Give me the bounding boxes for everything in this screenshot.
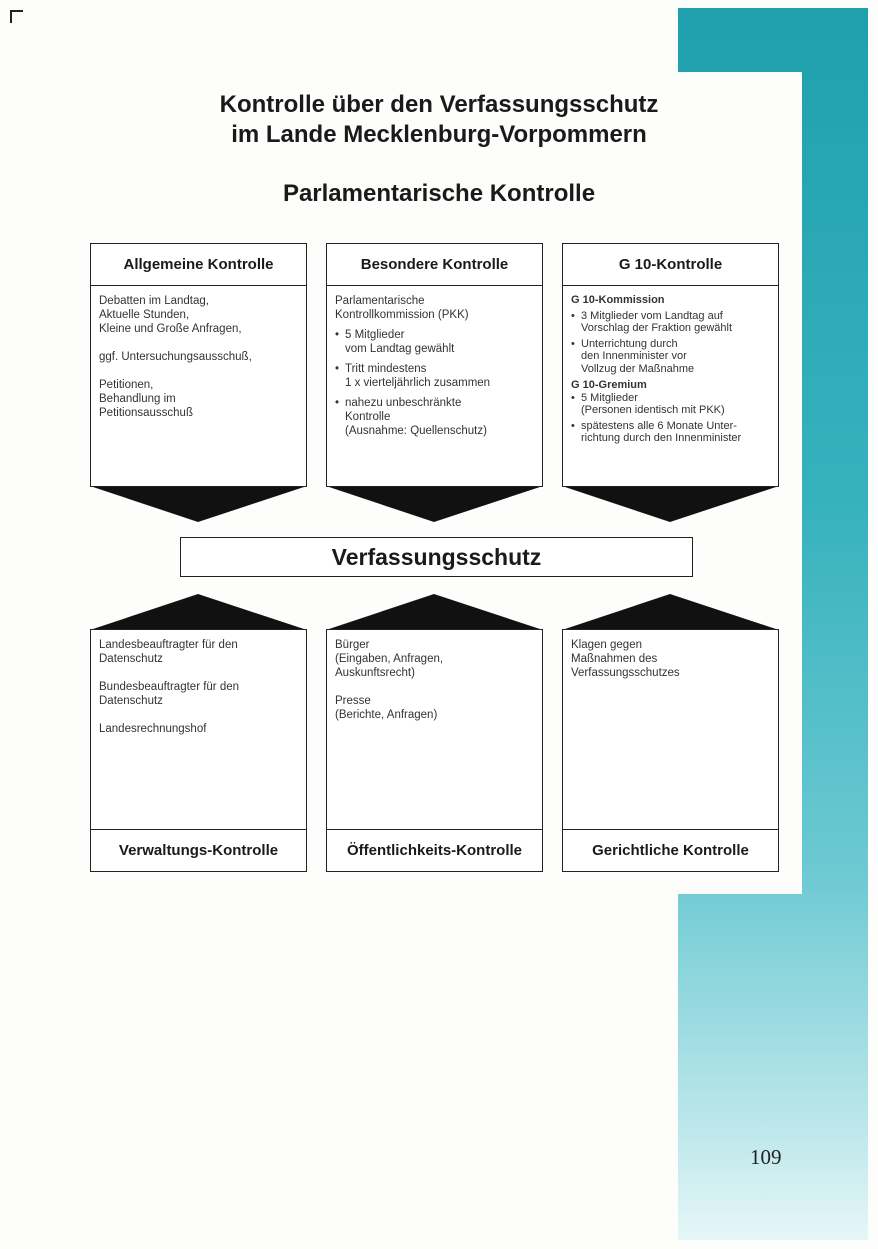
- text-line: vom Landtag gewählt: [345, 343, 455, 355]
- box-besondere-kontrolle: [326, 243, 543, 487]
- text-line: Vollzug der Maßnahme: [581, 362, 695, 375]
- box-content: [327, 286, 542, 438]
- text-line: 5 Mitglieder: [345, 329, 405, 341]
- down-arrow-left: [90, 486, 307, 522]
- page-number: 109: [750, 1145, 782, 1169]
- text-line: (Berichte, Anfragen): [335, 709, 438, 721]
- bullet-icon: •: [335, 329, 340, 341]
- text-line: 5 Mitglieder: [581, 391, 638, 404]
- text-line: Klagen gegen: [571, 639, 642, 651]
- text-line: Datenschutz: [99, 695, 163, 707]
- bullet-icon: •: [335, 397, 340, 409]
- text-line: Debatten im Landtag,: [99, 295, 209, 307]
- down-arrow-middle: [326, 486, 543, 522]
- list-item: [571, 338, 770, 376]
- text-line: Unterrichtung durch: [581, 337, 678, 350]
- up-arrow-middle: [326, 594, 543, 630]
- text-line: Kontrolle: [345, 411, 391, 423]
- box-content: [91, 286, 306, 420]
- subheading: G 10-Gremium: [571, 379, 647, 391]
- text-line: Parlamentarische: [335, 295, 425, 307]
- box-content: [91, 630, 306, 736]
- box-content: [327, 630, 542, 722]
- text-line: den Innenminister vor: [581, 350, 687, 362]
- box-verwaltungs-kontrolle: [90, 629, 307, 872]
- box-g10-kontrolle: [562, 243, 779, 487]
- text-line: Bürger: [335, 639, 370, 651]
- title-line-2: im Lande Mecklenburg-Vorpommern: [231, 121, 647, 148]
- box-gerichtliche-kontrolle: [562, 629, 779, 872]
- text-line: nahezu unbeschränkte: [345, 397, 462, 409]
- list-item: [335, 362, 534, 390]
- text-line: (Personen identisch mit PKK): [581, 404, 725, 416]
- box-title: Öffentlichkeits-Kontrolle: [327, 829, 542, 871]
- box-content: [563, 286, 778, 445]
- text-line: Petitionsausschuß: [99, 407, 193, 419]
- box-allgemeine-kontrolle: [90, 243, 307, 487]
- up-arrow-left: [90, 594, 307, 630]
- box-content: [563, 630, 778, 680]
- text-line: 1 x vierteljährlich zusammen: [345, 377, 491, 389]
- subheading: G 10-Kommission: [571, 294, 665, 306]
- text-line: Aktuelle Stunden,: [99, 309, 190, 321]
- title-line-1: Kontrolle über den Verfassungsschutz: [219, 91, 659, 118]
- text-line: Presse: [335, 695, 371, 707]
- text-line: Behandlung im: [99, 393, 176, 405]
- box-title: Verwaltungs-Kontrolle: [91, 829, 306, 871]
- list-item: [571, 392, 770, 417]
- down-arrow-right: [562, 486, 779, 522]
- text-line: (Eingaben, Anfragen,: [335, 653, 444, 665]
- up-arrow-right: [562, 594, 779, 630]
- text-line: Kontrollkommission (PKK): [335, 309, 469, 321]
- box-title: Gerichtliche Kontrolle: [563, 829, 778, 871]
- box-title: Allgemeine Kontrolle: [91, 244, 306, 286]
- bullet-icon: •: [571, 309, 575, 322]
- section-subtitle: Parlamentarische Kontrolle: [282, 180, 596, 207]
- text-line: Landesrechnungshof: [99, 723, 207, 735]
- text-line: Bundesbeauftragter für den: [99, 681, 240, 693]
- text-line: spätestens alle 6 Monate Unter-: [581, 419, 737, 432]
- list-item: [571, 420, 770, 445]
- bullet-icon: •: [571, 391, 575, 404]
- text-line: (Ausnahme: Quellenschutz): [345, 425, 487, 437]
- bullet-icon: •: [571, 419, 575, 432]
- bullet-icon: •: [335, 363, 340, 375]
- text-line: richtung durch den Innenminister: [581, 432, 742, 444]
- text-line: Kleine und Große Anfragen,: [99, 323, 242, 335]
- text-line: 3 Mitglieder vom Landtag auf: [581, 309, 723, 322]
- box-title: Besondere Kontrolle: [327, 244, 542, 286]
- bullet-icon: •: [571, 337, 575, 350]
- text-line: Tritt mindestens: [345, 363, 427, 375]
- text-line: Landesbeauftragter für den: [99, 639, 238, 651]
- list-item: [335, 396, 534, 438]
- list-item: [335, 328, 534, 356]
- text-line: Datenschutz: [99, 653, 163, 665]
- box-oeffentlichkeits-kontrolle: [326, 629, 543, 872]
- text-line: ggf. Untersuchungsausschuß,: [99, 351, 252, 363]
- center-verfassungsschutz: Verfassungsschutz: [180, 537, 693, 577]
- box-title: G 10-Kontrolle: [563, 244, 778, 286]
- text-line: Petitionen,: [99, 379, 154, 391]
- text-line: Verfassungsschutzes: [571, 667, 680, 679]
- text-line: Maßnahmen des: [571, 653, 658, 665]
- text-line: Vorschlag der Fraktion gewählt: [581, 322, 733, 334]
- text-line: Auskunftsrecht): [335, 667, 415, 679]
- list-item: [571, 310, 770, 335]
